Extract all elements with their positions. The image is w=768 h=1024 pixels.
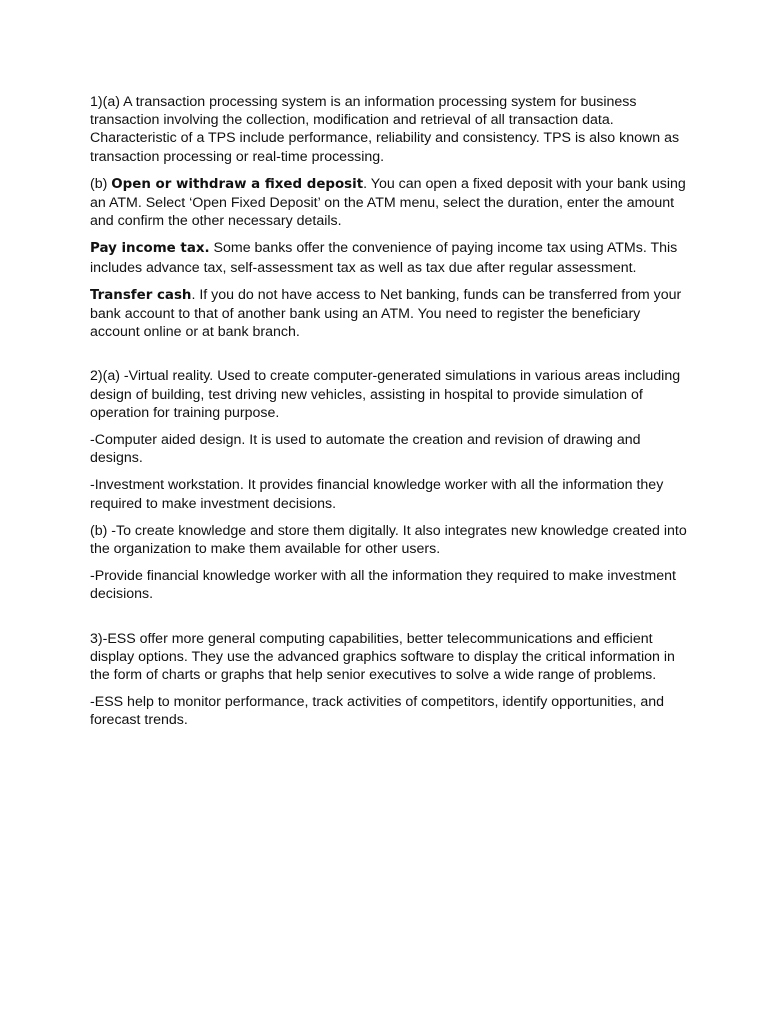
- q1-b-prefix: (b): [90, 175, 112, 192]
- document-body: [90, 93, 690, 739]
- q1-b-heading: Open or withdraw a fixed deposit: [111, 176, 364, 192]
- q1-a-paragraph: 1)(a) A transaction processing system is an information processing system for business transaction involving the collection, modification and retrieval of all transaction data. Characteristic of a TPS include performance, reliability and consistency. TPS is also known as transaction processing or real-time processing.: [90, 94, 680, 165]
- q2-b1-paragraph: (b) -To create knowledge and store them digitally. It also integrates new knowledge created into the organization to make them available for other users.: [90, 522, 687, 558]
- q1-b-paragraph: [90, 175, 690, 231]
- q1-tax-text: Some banks offer the convenience of paying income tax using ATMs. This includes advance tax, self-assessment tax as well as tax due after regular assessment.: [90, 240, 678, 276]
- q1-cash-heading: Transfer cash: [90, 287, 192, 303]
- q1-b-text: . You can open a fixed deposit with your bank using an ATM. Select ‘Open Fixed Deposit’ on the ATM menu, select the duration, enter the amount and confirm the other necessary details.: [90, 175, 686, 230]
- q2-a2-paragraph: -Computer aided design. It is used to automate the creation and revision of drawing and designs.: [90, 432, 641, 467]
- q3-p1-paragraph: 3)-ESS offer more general computing capabilities, better telecommunications and efficient display options. They use the advanced graphics software to display the critical information in the form of charts or graphs that help senior executives to solve a wide range of problems.: [90, 630, 675, 684]
- q1-tax-heading: Pay income tax.: [90, 241, 210, 257]
- q3-p2-paragraph: -ESS help to monitor performance, track activities of competitors, identify opportunities, and forecast trends.: [90, 694, 665, 729]
- q2-a1-paragraph: 2)(a) -Virtual reality. Used to create computer-generated simulations in various areas including design of building, test driving new vehicles, assisting in hospital to provide simulation of operation for training purpose.: [90, 368, 681, 421]
- q1-tax-paragraph: [90, 239, 690, 276]
- q2-b2-paragraph: -Provide financial knowledge worker with all the information they required to make investment decisions.: [90, 568, 676, 603]
- q1-cash-text: . If you do not have access to Net banking, funds can be transferred from your bank account to that of another bank using an ATM. You need to register the beneficiary account online or at bank branch.: [90, 286, 682, 341]
- q1-cash-paragraph: [90, 286, 690, 342]
- q2-a3-paragraph: -Investment workstation. It provides financial knowledge worker with all the information they required to make investment decisions.: [90, 477, 664, 512]
